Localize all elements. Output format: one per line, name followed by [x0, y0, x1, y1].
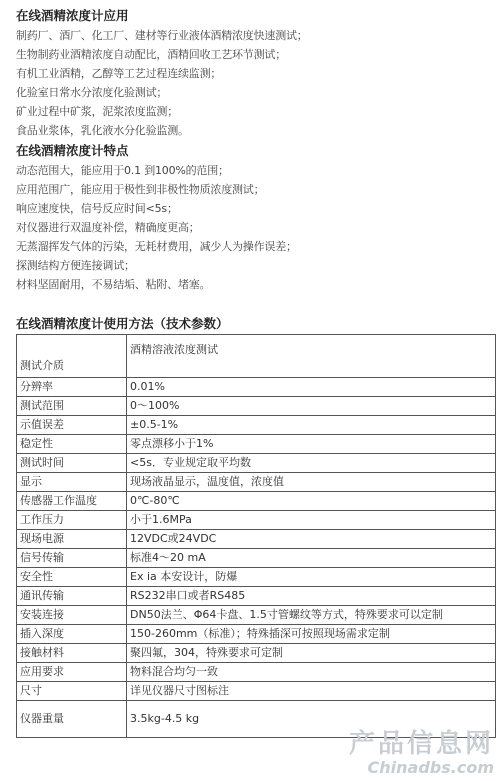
spec-value: 酒精溶液浓度测试 [127, 335, 496, 378]
spec-table [16, 334, 496, 738]
application-line: 生物制药业酒精浓度自动配比，酒精回收工艺环节测试； [16, 48, 286, 61]
feature-line: 无蒸溜挥发气体的污染，无耗材费用，减少人为操作误差； [16, 240, 297, 253]
spec-value: 聚四氟，304，特殊要求可定制 [127, 644, 496, 663]
table-row [17, 568, 496, 587]
spec-key: 接触材料 [17, 644, 127, 663]
spec-value: <5s．专业规定取平均数 [127, 454, 496, 473]
feature-line: 探测结构方便连接调试； [16, 259, 135, 272]
table-row [17, 625, 496, 644]
feature-line: 对仪器进行双温度补偿，精确度更高； [16, 221, 200, 234]
feature-line: 应用范围广，能应用于极性到非极性物质浓度测试； [16, 183, 265, 196]
table-row [17, 492, 496, 511]
table-row [17, 435, 496, 454]
spec-key: 通讯传输 [17, 587, 127, 606]
table-row [17, 511, 496, 530]
spec-value: DN50法兰、Φ64卡盘、1.5寸管螺纹等方式，特殊要求可以定制 [127, 606, 496, 625]
spec-value: RS232串口或者RS485 [127, 587, 496, 606]
spec-key: 安全性 [17, 568, 127, 587]
watermark-url: Chinadbs.com [367, 758, 494, 777]
spec-value: 详见仪器尺寸图标注 [127, 682, 496, 701]
spec-key: 测试时间 [17, 454, 127, 473]
spec-key: 尺寸 [17, 682, 127, 701]
spec-value: 0～100% [127, 397, 496, 416]
table-row [17, 663, 496, 682]
table-row [17, 335, 496, 378]
table-row [17, 530, 496, 549]
spec-key: 测试范围 [17, 397, 127, 416]
spec-key: 示值误差 [17, 416, 127, 435]
spec-value: 0.01% [127, 378, 496, 397]
spec-value: 零点漂移小于1% [127, 435, 496, 454]
spec-value: Ex ia 本安设计，防爆 [127, 568, 496, 587]
section-title-features: 在线酒精浓度计特点 [16, 143, 129, 158]
table-row [17, 416, 496, 435]
application-line: 化验室日常水分浓度化验测试； [16, 86, 168, 99]
spec-key: 安装连接 [17, 606, 127, 625]
spec-key: 显示 [17, 473, 127, 492]
spec-key: 工作压力 [17, 511, 127, 530]
spec-key: 插入深度 [17, 625, 127, 644]
table-row [17, 644, 496, 663]
table-row [17, 473, 496, 492]
spec-key: 应用要求 [17, 663, 127, 682]
spec-value: 150-260mm（标准）；特殊插深可按照现场需求定制 [127, 625, 496, 644]
watermark-title: 产品信息网 [348, 729, 494, 759]
spec-key: 信号传输 [17, 549, 127, 568]
application-line: 制药厂、酒厂、化工厂、建材等行业液体酒精浓度快速测试； [16, 29, 308, 42]
spec-value: 3.5kg-4.5 kg [127, 701, 496, 738]
spec-value: ±0.5-1% [127, 416, 496, 435]
spec-key: 测试介质 [17, 335, 127, 378]
spec-key: 传感器工作温度 [17, 492, 127, 511]
spec-value: 小于1.6MPa [127, 511, 496, 530]
spec-value: 12VDC或24VDC [127, 530, 496, 549]
table-row [17, 549, 496, 568]
spec-value: 标准4～20 mA [127, 549, 496, 568]
section-title-applications: 在线酒精浓度计应用 [16, 8, 129, 23]
application-line: 有机工业酒精，乙醇等工艺过程连续监测； [16, 67, 222, 80]
spec-value: 现场液晶显示，温度值，浓度值 [127, 473, 496, 492]
table-row [17, 454, 496, 473]
feature-line: 材料坚固耐用，不易结垢、粘附、堵塞。 [16, 278, 211, 291]
feature-line: 响应速度快，信号反应时间<5s； [16, 202, 178, 215]
application-line: 食品业浆体，乳化液水分化验监测。 [16, 124, 189, 137]
table-row [17, 606, 496, 625]
table-row [17, 682, 496, 701]
table-row [17, 397, 496, 416]
spec-value: 物料混合均匀一致 [127, 663, 496, 682]
section-title-specs: 在线酒精浓度计使用方法（技术参数） [16, 316, 229, 331]
spec-key: 仪器重量 [17, 701, 127, 738]
feature-line: 动态范围大，能应用于0.1 到100%的范围； [16, 164, 229, 177]
table-row [17, 587, 496, 606]
table-row [17, 378, 496, 397]
application-line: 矿业过程中矿浆，泥浆浓度监测； [16, 105, 178, 118]
spec-key: 稳定性 [17, 435, 127, 454]
spec-key: 现场电源 [17, 530, 127, 549]
watermark [349, 729, 494, 777]
spec-key: 分辨率 [17, 378, 127, 397]
spec-value: 0℃-80℃ [127, 492, 496, 511]
